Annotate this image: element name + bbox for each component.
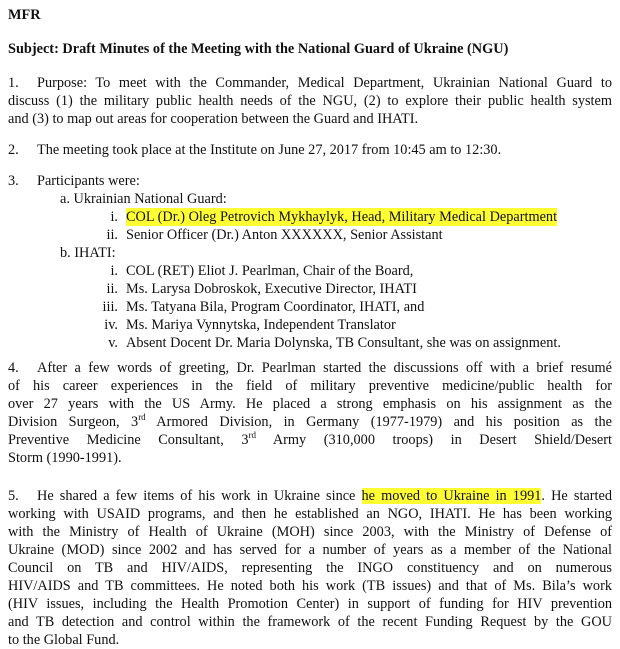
paragraph-number: 3. [8,173,19,189]
paragraph-line: 5. He shared a few items of his work in Ukraine since he moved to Ukraine in 1991. He started [8,488,612,504]
highlighted-text: he moved to Ukraine in 1991 [361,488,542,504]
participant-item: ii. Ms. Larysa Dobroskok, Executive Director, IHATI [106,281,417,297]
paragraph-line: Division Surgeon, 3rd Armored Division, in Germany (1977-1979) and his position as the [8,412,612,430]
participant-item: iv. Ms. Mariya Vynnytska, Independent Translator [104,317,396,333]
participant-item: i. COL (Dr.) Oleg Petrovich Mykhaylyk, Head, Military Medical Department [110,209,558,225]
paragraph-line: 2. The meeting took place at the Institute on June 27, 2017 from 10:45 am to 12:30. [8,142,502,158]
participant-group-label: a. Ukrainian National Guard: [60,191,227,207]
participant-item: v. Absent Docent Dr. Maria Dolynska, TB Consultant, she was on assignment. [108,335,561,351]
participant-item: ii. Senior Officer (Dr.) Anton XXXXXX, Senior Assistant [106,227,443,243]
paragraph-line: with the Ministry of Health of Ukraine (MOH) since 2003, with the Ministry of Defense of [8,524,612,540]
participant-item: iii. Ms. Tatyana Bila, Program Coordinator, IHATI, and [102,299,425,315]
paragraph-line: HIV/AIDS and TB committees. He noted both his work (TB issues) and that of Ms. Bila’s work [8,578,612,594]
paragraph-number: 2. [8,142,19,158]
paragraph-number: 4. [8,360,19,376]
paragraph-number: 5. [8,488,19,504]
paragraph-line: Council on TB and HIV/AIDS, representing the INGO constituency and on numerous [8,560,612,576]
mfr-heading: MFR [8,7,41,23]
paragraph-line: Preventive Medicine Consultant, 3rd Army (310,000 troops) in Desert Shield/Desert [8,430,613,448]
participant-list [8,262,612,352]
paragraph-line: to the Global Fund. [8,632,120,648]
participant-list [8,208,612,244]
paragraph-line: 4. After a few words of greeting, Dr. Pearlman started the discussions off with a brief resumé [8,360,612,376]
paragraph-participants [8,172,612,352]
paragraph-purpose [8,74,612,128]
paragraph-line: working with USAID programs, and then he established an NGO, IHATI. He has been working [8,506,612,522]
paragraph-line: 3. Participants were: [8,173,140,189]
paragraph-line: of his career experiences in the field of military preventive medicine/public health for [8,378,612,394]
paragraph-line: Storm (1990-1991). [8,450,122,466]
paragraph-work-history [8,487,612,649]
paragraph-meeting-time [8,141,612,159]
paragraph-line: and (3) to map out areas for cooperation between the Guard and IHATI. [8,111,419,127]
participant-item: i. COL (RET) Eliot J. Pearlman, Chair of the Board, [110,263,414,279]
paragraph-line: Ukraine (MOD) since 2002 and has served for a number of years as a member of the National [8,542,612,558]
highlighted-text: COL (Dr.) Oleg Petrovich Mykhaylyk, Head, Military Medical Department [126,209,558,225]
paragraph-line: 1. Purpose: To meet with the Commander, Medical Department, Ukrainian National Guard to [8,75,612,91]
participant-group-label: b. IHATI: [60,245,116,261]
paragraph-line: over 27 years with the US Army. He placed a strong emphasis on his assignment as the [8,396,612,412]
paragraph-line: discuss (1) the military public health needs of the NGU, (2) to explore their public health system [8,93,612,109]
paragraph-line: and TB detection and control within the framework of the recent Funding Request by the GOU [8,614,612,630]
paragraph-line: (HIV issues, including the Health Promotion Center) in support of funding for HIV prevention [8,596,612,612]
paragraph-number: 1. [8,75,19,91]
paragraph-greeting [8,359,612,467]
subject-line: Subject: Draft Minutes of the Meeting with the National Guard of Ukraine (NGU) [8,41,509,57]
